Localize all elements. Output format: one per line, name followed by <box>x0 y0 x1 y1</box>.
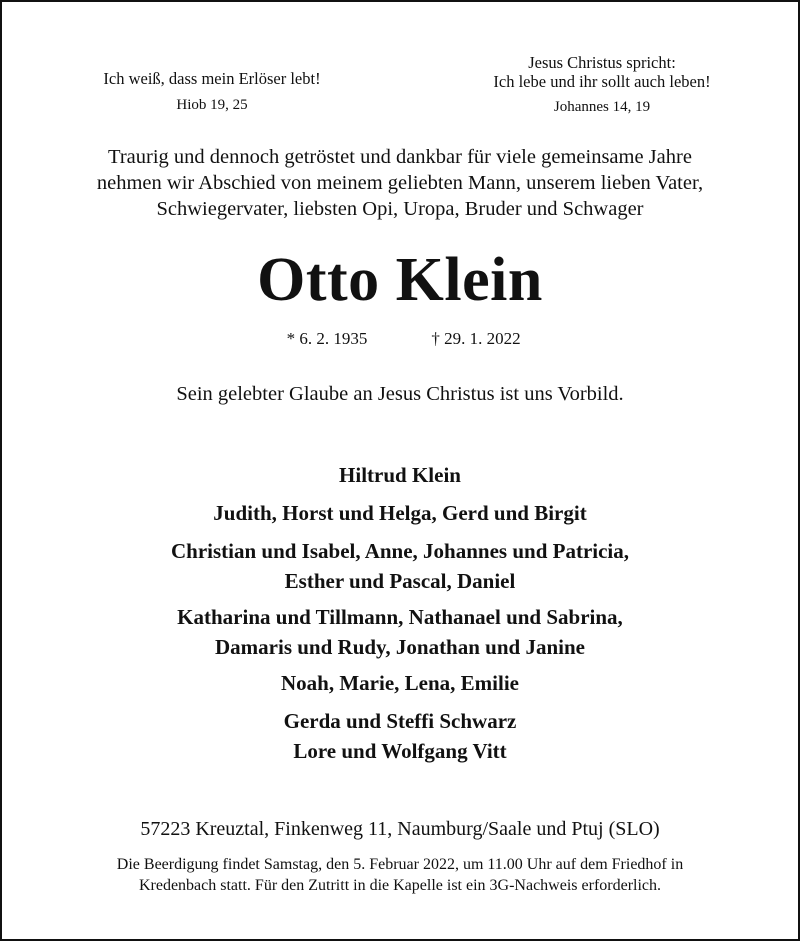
deceased-name: Otto Klein <box>257 246 543 314</box>
faith-motto: Sein gelebter Glaube an Jesus Christus ist uns Vorbild. <box>176 383 624 405</box>
family-line: Esther und Pascal, Daniel <box>284 569 516 593</box>
family-group <box>2 668 798 698</box>
left-verse-reference: Hiob 19, 25 <box>176 97 248 113</box>
left-verse-text: Ich weiß, dass mein Erlöser lebt! <box>103 69 321 88</box>
right-verse-line-1: Jesus Christus spricht: <box>528 53 676 72</box>
right-verse-reference: Johannes 14, 19 <box>553 99 651 115</box>
funeral-line: Die Beerdigung findet Samstag, den 5. Februar 2022, um 11.00 Uhr auf dem Friedhof in <box>116 856 684 873</box>
family-group <box>2 706 798 766</box>
intro-line: Schwiegervater, liebsten Opi, Uropa, Bruder und Schwager <box>156 198 644 220</box>
funeral-line: Kredenbach statt. Für den Zutritt in die Kapelle ist ein 3G-Nachweis erforderlich. <box>138 877 662 894</box>
family-group <box>2 460 798 490</box>
intro-line: nehmen wir Abschied von meinem geliebten Mann, unserem lieben Vater, <box>96 172 704 194</box>
family-line: Damaris und Rudy, Jonathan und Janine <box>215 635 585 659</box>
family-line: Hiltrud Klein <box>339 463 461 487</box>
family-group <box>2 602 798 662</box>
death-date: † 29. 1. 2022 <box>431 329 521 348</box>
family-line: Lore und Wolfgang Vitt <box>293 739 507 763</box>
intro-line: Traurig und dennoch getröstet und dankbar für viele gemeinsame Jahre <box>108 146 692 168</box>
family-group <box>2 498 798 528</box>
family-line: Noah, Marie, Lena, Emilie <box>281 671 519 695</box>
birth-date: * 6. 2. 1935 <box>286 329 368 348</box>
family-line: Christian und Isabel, Anne, Johannes und Patricia, <box>170 539 630 563</box>
family-line: Judith, Horst und Helga, Gerd und Birgit <box>213 501 587 525</box>
right-verse-line-2: Ich lebe und ihr sollt auch leben! <box>493 72 711 91</box>
intro-text <box>2 144 798 222</box>
family-address: 57223 Kreuztal, Finkenweg 11, Naumburg/Saale und Ptuj (SLO) <box>140 818 660 840</box>
family-line: Katharina und Tillmann, Nathanael und Sabrina, <box>177 605 623 629</box>
family-line: Gerda und Steffi Schwarz <box>283 709 517 733</box>
family-group <box>2 536 798 596</box>
funeral-info <box>2 854 798 896</box>
